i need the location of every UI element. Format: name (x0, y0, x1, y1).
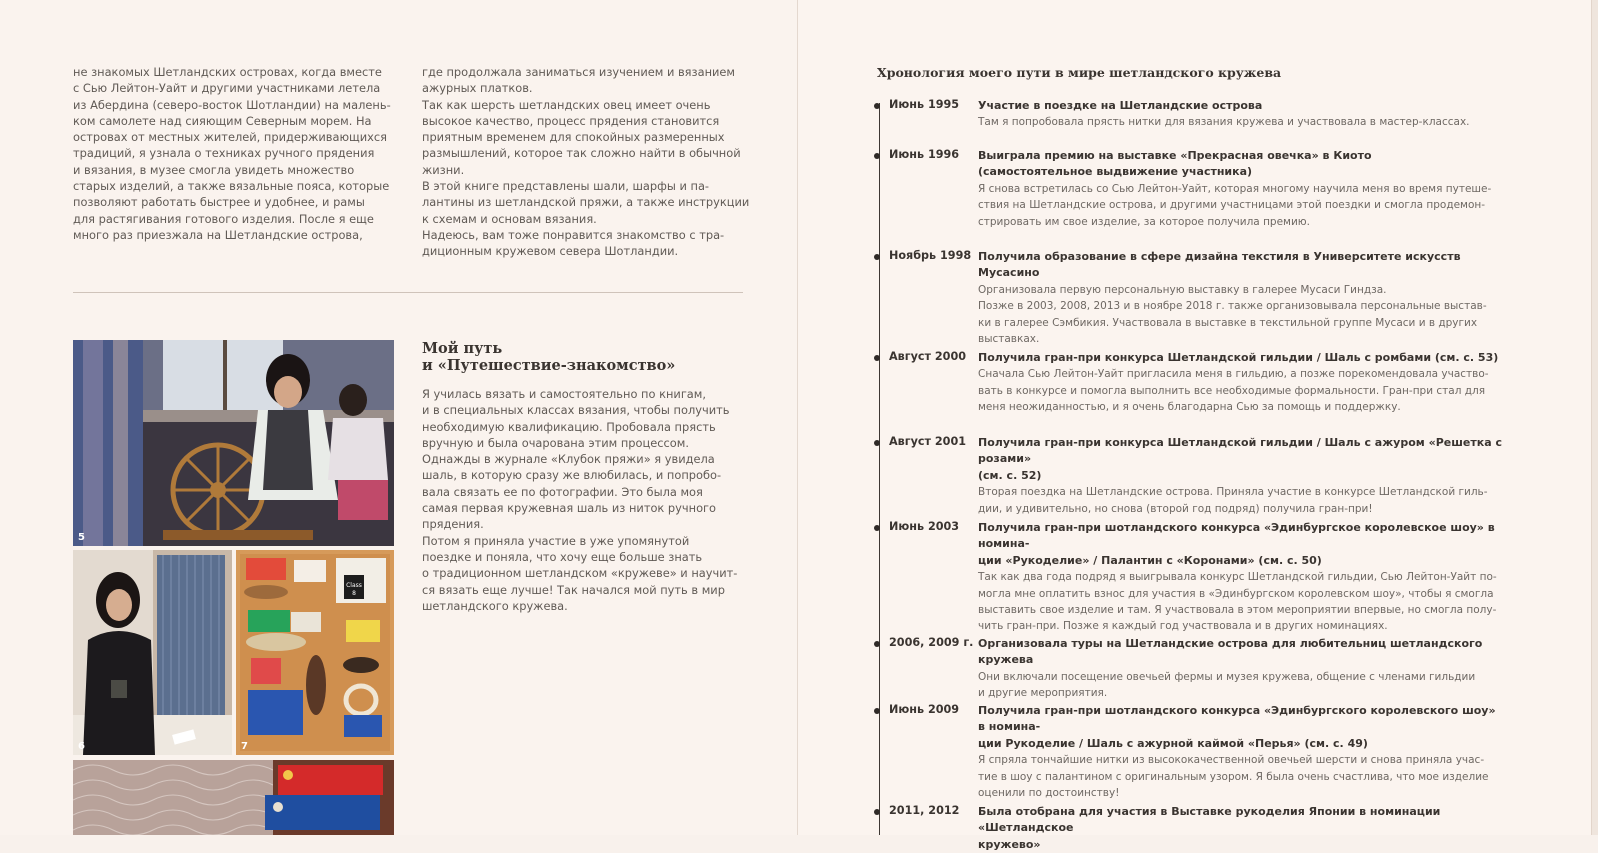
timeline-date: Июнь 2003 (889, 520, 960, 533)
timeline-heading: Участие в поездке на Шетландские острова (978, 99, 1263, 112)
timeline-dot-icon (874, 641, 880, 647)
journey-text-column: Я училась вязать и самостоятельно по книгам, и в специальных классах вязания, чтобы получить необходимую квалификацию. Пробовала прясть вручную и была очарована этим процессом. Однажды в журнале «Клубок пряжи» я увидела шаль, в которую сразу же влюбилась, и попробо- вала связать ее по фотографии. Это была моя самая первая кружевная шаль из ниток ручного прядения. Потом я приняла участие в уже упомянутой поездке и поняла, что хочу еще больше знать о традиционном шетландском «кружеве» и научит- ся вязать еще лучше! Так начался мой путь в мир шетландского кружева. (422, 387, 738, 613)
timeline-description: Вторая поездка на Шетландские острова. Приняла участие в конкурсе Шетландской гиль- дии, и удивительно, но снова (второй год подряд) получила гран-при! (978, 486, 1488, 515)
timeline-date: Июнь 1995 (889, 98, 960, 111)
timeline-heading: Получила образование в сфере дизайна текстиля в Университете искусств Мусасино (978, 250, 1461, 280)
timeline-dot-icon (874, 153, 880, 159)
timeline-description: Так как два года подряд я выигрывала конкурс Шетландской гильдии, Сью Лейтон-Уайт по- могла мне оплатить взнос для участия в «Эдинбургском королевском шоу», чтобы я смогла выставить свое изделие и там. Я участвовала в этом мероприятии впервые, но смогла полу- чить гран-при. Позже я каждый год участвовала и в других номинациях. (978, 571, 1497, 633)
timeline-dot-icon (874, 254, 880, 260)
intro-text-column-2: где продолжала заниматься изучением и вязанием ажурных платков. Так как шерсть шетландских овец имеет очень высокое качество, процесс прядения становится приятным временем для спокойных размеренных размышлений, которое так сложно найти в обычной жизни. В этой книге представлены шали, шарфы и па- лантины из шетландской пряжи, а также инструкции к схемам и основам вязания. Надеюсь, вам тоже понравится знакомство с тра- диционным кружевом севера Шотландии. (422, 65, 750, 259)
timeline-date: Август 2000 (889, 350, 967, 363)
timeline-heading: Получила гран-при конкурса Шетландской гильдии / Шаль с ажуром «Решетка с розами» (см. с. 52) (978, 436, 1502, 482)
photo-spinning-wheel (73, 340, 394, 546)
section-divider (73, 292, 743, 293)
photo-number: 7 (241, 741, 248, 752)
timeline-dot-icon (874, 103, 880, 109)
timeline-heading: Получила гран-при шотландского конкурса «Эдинбургское королевское шоу» в номина- ции «Рукоделие» / Палантин с «Коронами» (см. с. 50) (978, 521, 1495, 567)
timeline-title: Хронология моего пути в мире шетландского кружева (877, 65, 1282, 80)
timeline-date: Июнь 2009 (889, 703, 960, 716)
timeline-heading: Получила гран-при конкурса Шетландской гильдии / Шаль с ромбами (см. с. 53) (978, 351, 1499, 364)
timeline-date: Август 2001 (889, 435, 967, 448)
section-heading (422, 340, 752, 374)
timeline-description: Там я попробовала прясть нитки для вязания кружева и участвовала в мастер-классах. (978, 116, 1470, 129)
section-heading-line-2: и «Путешествие-знакомство» (422, 357, 676, 374)
photo-woman-with-shawl (73, 550, 232, 755)
svg-text:Class: Class (346, 582, 362, 589)
intro-text-column-1: не знакомых Шетландских островах, когда вместе с Сью Лейтон-Уайт и другими участниками летела из Абердина (северо-восток Шотландии) на малень- ком самолете над сияющим Северным морем. На островах от местных жителей, придерживающихся традиций, я узнала о техниках ручного прядения и вязания, в музее смогла увидеть множество старых изделий, а также вязальные пояса, которые позволяют работать быстрее и удобнее, и рамы для растягивания готового изделия. После я еще много раз приезжала на Шетландские острова, (73, 65, 391, 242)
timeline-dot-icon (874, 708, 880, 714)
timeline-dot-icon (874, 525, 880, 531)
timeline-date: 2011, 2012 (889, 804, 960, 817)
timeline-description: Сначала Сью Лейтон-Уайт пригласила меня в гильдию, а позже порекомендовала участво- вать в конкурсе и помогла выполнить все необходимые формальности. Гран-при стал для меня неожиданностью, и я очень благодарна Сью за помощь и поддержку. (978, 368, 1489, 414)
timeline-heading: Получила гран-при шотландского конкурса «Эдинбургского королевского шоу» в номина- ции Рукоделие / Шаль с ажурной каймой «Перья» (см. с. 49) (978, 704, 1496, 750)
photo-number: 5 (78, 532, 85, 543)
timeline-heading: Была отобрана для участия в Выставке рукоделия Японии в номинации «Шетландское кружево» (978, 805, 1441, 851)
timeline-dot-icon (874, 809, 880, 815)
timeline-description: Организовала первую персональную выставку в галерее Мусаси Гиндза. Позже в 2003, 2008, 2013 и в ноябре 2018 г. также организовывала персональные выстав- ки в галерее Сэмбикия. Участвовала в выставке в текстильной группе Мусаси и в других выставках. (978, 283, 1487, 346)
timeline-dot-icon (874, 355, 880, 361)
section-heading-line-1: Мой путь (422, 340, 503, 357)
timeline-description: Я спряла тончайшие нитки из высококачественной овечьей шерсти и снова приняла учас- тие в шоу с палантином с оригинальным узором. Я была очень счастлива, что мое изделие оценили по достоинству! (978, 754, 1489, 800)
timeline-date: Ноябрь 1998 (889, 249, 972, 262)
timeline-date: Июнь 1996 (889, 148, 960, 161)
timeline-heading: Организовала туры на Шетландские острова для любительниц шетландского кружева (978, 637, 1483, 667)
photo-prize-cards (236, 550, 394, 755)
timeline-description: Я снова встретилась со Сью Лейтон-Уайт, которая многому научила меня во время путеше- ствия на Шетландские острова, и другими участницами этой поездки и смогла продемон- стрировать им свое изделие, за которое получила премию. (978, 182, 1492, 228)
timeline-date: 2006, 2009 г. (889, 636, 974, 649)
page-edge (1591, 0, 1598, 835)
svg-text:8: 8 (352, 590, 356, 597)
timeline-dot-icon (874, 440, 880, 446)
photo-lace-award (73, 760, 394, 835)
photo-number: 6 (78, 741, 85, 752)
timeline-heading: Выиграла премию на выставке «Прекрасная овечка» в Киото (самостоятельное выдвижение участника) (978, 149, 1372, 179)
timeline-description: Они включали посещение овечьей фермы и музея кружева, общение с членами гильдии и другие мероприятия. (978, 670, 1476, 700)
book-spine (797, 0, 798, 835)
timeline-line (879, 103, 880, 835)
